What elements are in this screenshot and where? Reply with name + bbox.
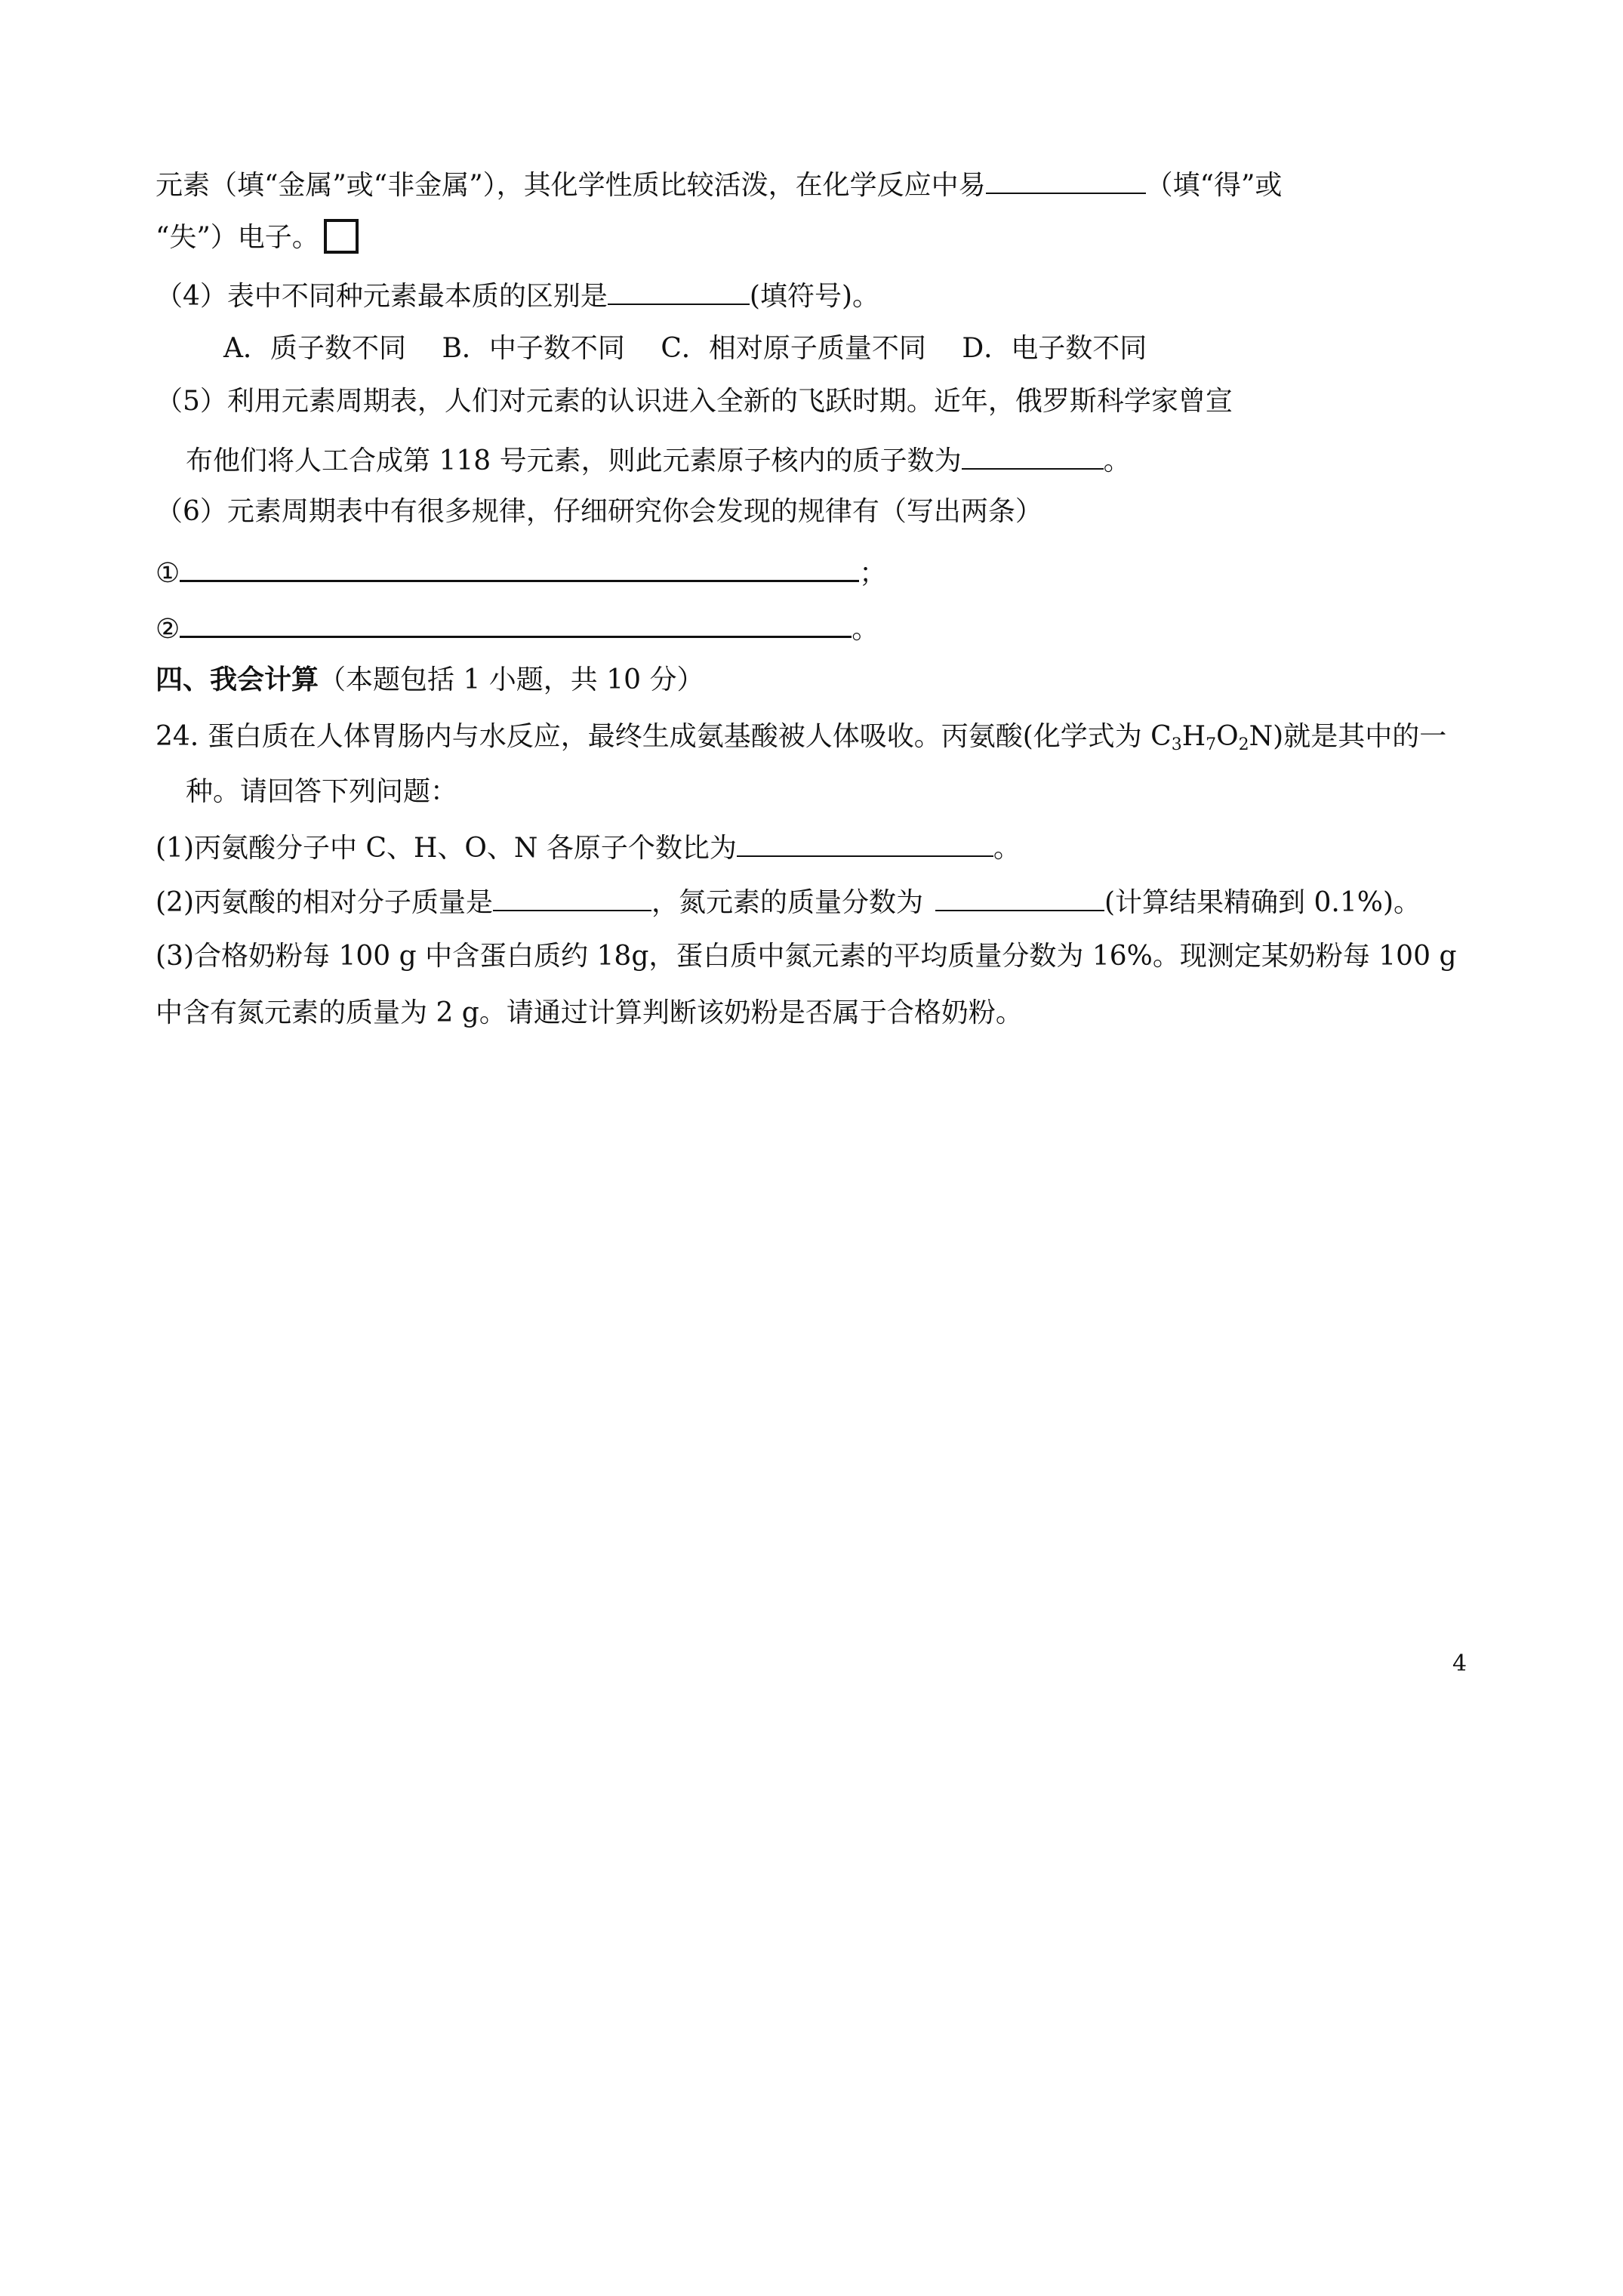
page-number: 4: [1452, 1650, 1467, 1677]
q3-continuation-line1: [156, 165, 1282, 204]
q24-3-line2: 中含有氮元素的质量为 2 g。请通过计算判断该奶粉是否属于合格奶粉。: [156, 997, 1023, 1028]
q24-2-mass-blank[interactable]: [493, 883, 651, 911]
formula-sub-h: 7: [1206, 735, 1217, 754]
q4-question: [156, 276, 879, 315]
q5-text: 布他们将人工合成第 118 号元素，则此元素原子核内的质子数为: [186, 445, 962, 476]
q24-2-question: [156, 883, 1421, 921]
section4-title: 四、我会计算: [156, 664, 319, 695]
q6-item2-marker: ②: [156, 614, 180, 645]
q6-item1-marker: ①: [156, 558, 180, 589]
formula-h: H: [1181, 721, 1206, 752]
q5-answer-blank[interactable]: [962, 441, 1104, 470]
q5-line1: （5）利用元素周期表，人们对元素的认识进入全新的飞跃时期。近年，俄罗斯科学家曾宣: [156, 386, 1233, 417]
q4-suffix: (填符号)。: [749, 281, 879, 312]
q4-options: A．质子数不同 B．中子数不同 C．相对原子质量不同 D．电子数不同: [223, 333, 1147, 364]
q6-item2-end: 。: [852, 614, 879, 645]
section4-note: （本题包括 1 小题，共 10 分）: [319, 664, 704, 695]
q24-2-text: (2)丙氨酸的相对分子质量是: [156, 887, 493, 918]
q4-text: （4）表中不同种元素最本质的区别是: [156, 281, 608, 312]
q24-1-answer-blank[interactable]: [737, 828, 993, 857]
q3-text-part2: （填“得”或: [1145, 170, 1283, 201]
q24-1-text: (1)丙氨酸分子中 C、H、O、N 各原子个数比为: [156, 833, 737, 864]
section4-heading: [156, 661, 704, 698]
q5-suffix: 。: [1103, 445, 1131, 476]
q3-text-part3: “失”）电子。: [156, 222, 319, 253]
q24-line1: [156, 719, 1446, 755]
q24-1-suffix: 。: [993, 833, 1021, 864]
q6-item1-blank[interactable]: [180, 553, 859, 582]
q6-item2: [156, 609, 879, 648]
q24-1-question: [156, 828, 1021, 867]
q3-answer-blank-gain-lose[interactable]: [986, 165, 1146, 194]
q5-line2: [186, 441, 1131, 479]
q24-line2: 种。请回答下列问题：: [186, 776, 458, 807]
q3-continuation-line2: [156, 219, 359, 256]
answer-checkbox[interactable]: [324, 219, 359, 254]
q24-2-middle: ，氮元素的质量分数为: [651, 887, 924, 918]
q6-item2-blank[interactable]: [180, 609, 852, 638]
q24-2-fraction-blank[interactable]: [935, 883, 1104, 911]
q24-text-b: N)就是其中的一: [1249, 721, 1447, 752]
q24-3-line1: (3)合格奶粉每 100 g 中含蛋白质约 18g，蛋白质中氮元素的平均质量分数为 16%。现测定某奶粉每 100 g: [156, 941, 1457, 972]
q24-2-suffix: (计算结果精确到 0.1%)。: [1104, 887, 1421, 918]
q24-text-a: 24. 蛋白质在人体胃肠内与水反应，最终生成氨基酸被人体吸收。丙氨酸(化学式为 C: [156, 721, 1172, 752]
q3-text-part1: 元素（填“金属”或“非金属”），其化学性质比较活泼，在化学反应中易: [156, 170, 986, 201]
q4-answer-blank[interactable]: [608, 276, 750, 305]
formula-sub-o: 2: [1238, 735, 1249, 754]
formula-sub-c: 3: [1171, 735, 1182, 754]
q6-question: （6）元素周期表中有很多规律，仔细研究你会发现的规律有（写出两条）: [156, 496, 1042, 527]
formula-o: O: [1216, 721, 1239, 752]
q6-item1-end: ；: [859, 558, 887, 589]
q6-item1: [156, 553, 886, 592]
